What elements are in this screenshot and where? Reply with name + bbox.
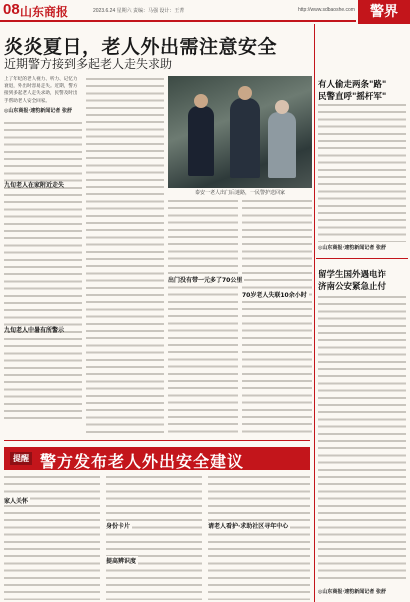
side-headline-1b: 民警直呼"摇杆军" (318, 92, 387, 102)
news-photo (168, 76, 312, 188)
paper-name: 山东商报 (20, 5, 69, 19)
subhead-1: 九旬老人在家附近走失 (4, 182, 65, 189)
main-headline: 炎炎夏日，老人外出需注意安全 (4, 36, 278, 58)
story-column-4 (242, 198, 312, 436)
masthead (0, 0, 410, 22)
side-story-1-byline: ◎山东商报·速豹新闻记者 张舒 (318, 245, 387, 251)
tips-label: 提醒 (10, 452, 32, 465)
side-story-2-body (318, 294, 406, 584)
subhead-4: 70岁老人失联10余小时 (242, 292, 307, 299)
column-divider (314, 24, 315, 602)
tips-subhead-4: 请老人看护·求助社区寻年中心 (208, 523, 289, 530)
elder-head (275, 100, 289, 114)
masthead-rule (0, 20, 356, 22)
body-text-placeholder (4, 120, 82, 420)
section-badge: 警界 (358, 0, 410, 24)
elder-figure (268, 112, 296, 178)
website-link[interactable]: http://www.sdbaoshe.com (298, 7, 355, 13)
tips-column-1 (4, 474, 100, 600)
police-head (238, 86, 252, 100)
tips-subhead-1: 家人关怀 (4, 498, 29, 505)
tips-column-3 (208, 474, 310, 600)
police-figure (230, 98, 260, 178)
subhead-3: 出门没有带一元多了70公里 (168, 277, 243, 284)
person-head (194, 94, 208, 108)
tips-subhead-2: 身份卡片 (106, 523, 131, 530)
story-column-3 (168, 198, 238, 436)
subhead-2: 九旬老人中暑有所警示 (4, 327, 65, 334)
issue-meta: 2023.6.24 星期六 责编：马强 设计：王菁 (93, 8, 185, 14)
tips-divider (4, 440, 310, 441)
side-headline-2b: 济南公安紧急止付 (318, 282, 387, 292)
tips-subhead-3: 提高辨识度 (106, 558, 137, 565)
person-figure (188, 106, 214, 176)
side-headline-1: 有人偷走两条"路" (318, 80, 387, 90)
photo-caption: 泰安一老人出门后迷路，一民警护送回家 (194, 190, 285, 196)
story-byline: ◎山东商报·速豹新闻记者 张舒 (4, 107, 73, 114)
tips-title: 警方发布老人外出安全建议 (40, 452, 245, 471)
main-subheadline: 近期警方接到多起老人走失求助 (4, 57, 173, 71)
story-column-1 (4, 76, 82, 436)
story-column-2 (86, 76, 164, 436)
story-lead: 上了年纪的老人视力、听力、记忆力衰退，外出时容易走失。近期，警方接到多起老人走失求助，民警及时出手帮助老人安全回家。 (4, 77, 78, 104)
tips-column-2 (106, 474, 202, 600)
side-story-2-byline: ◎山东商报·速豹新闻记者 张舒 (318, 589, 387, 595)
side-headline-2: 留学生国外遇电诈 (318, 270, 387, 280)
side-story-1-body (318, 102, 406, 242)
side-divider (316, 258, 408, 259)
page-number: 08 (3, 1, 20, 18)
